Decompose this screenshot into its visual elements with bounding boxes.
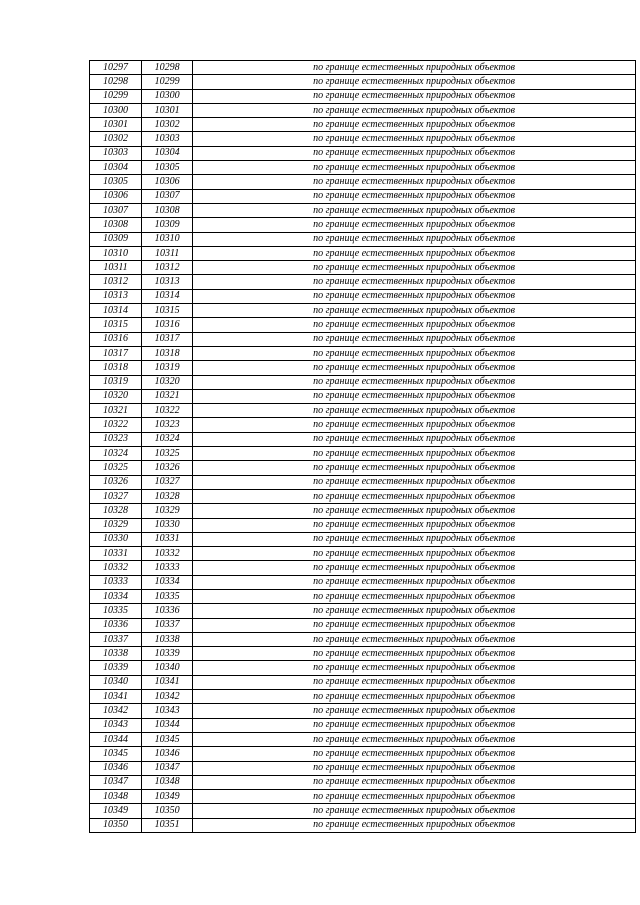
table-row [90,589,636,603]
table-row [90,604,636,618]
boundary-description-cell: по границе естественных природных объектов [193,632,636,646]
to-point-cell: 10313 [142,275,193,289]
boundary-description-cell: по границе естественных природных объектов [193,547,636,561]
boundary-description-cell: по границе естественных природных объектов [193,447,636,461]
boundary-description-cell: по границе естественных природных объектов [193,304,636,318]
boundary-description-cell: по границе естественных природных объектов [193,790,636,804]
from-point-cell: 10313 [90,289,142,303]
table-row [90,132,636,146]
table-row [90,289,636,303]
to-point-cell: 10299 [142,75,193,89]
from-point-cell: 10297 [90,61,142,75]
boundary-description-cell: по границе естественных природных объектов [193,761,636,775]
from-point-cell: 10347 [90,775,142,789]
to-point-cell: 10338 [142,632,193,646]
table-row [90,575,636,589]
table-row [90,175,636,189]
from-point-cell: 10305 [90,175,142,189]
from-point-cell: 10328 [90,504,142,518]
boundary-description-cell: по границе естественных природных объектов [193,75,636,89]
from-point-cell: 10331 [90,547,142,561]
boundary-description-cell: по границе естественных природных объектов [193,275,636,289]
boundary-description-cell: по границе естественных природных объектов [193,818,636,832]
from-point-cell: 10318 [90,361,142,375]
table-row [90,475,636,489]
table-row [90,632,636,646]
to-point-cell: 10346 [142,747,193,761]
boundary-description-cell: по границе естественных природных объектов [193,604,636,618]
table-row [90,732,636,746]
to-point-cell: 10318 [142,346,193,360]
table-row [90,461,636,475]
boundary-description-cell: по границе естественных природных объектов [193,175,636,189]
from-point-cell: 10342 [90,704,142,718]
to-point-cell: 10345 [142,732,193,746]
to-point-cell: 10300 [142,89,193,103]
table-row [90,504,636,518]
boundary-description-cell: по границе естественных природных объектов [193,747,636,761]
to-point-cell: 10305 [142,161,193,175]
from-point-cell: 10337 [90,632,142,646]
table-row [90,647,636,661]
to-point-cell: 10341 [142,675,193,689]
boundary-description-cell: по границе естественных природных объектов [193,232,636,246]
boundary-description-cell: по границе естественных природных объектов [193,432,636,446]
from-point-cell: 10323 [90,432,142,446]
to-point-cell: 10298 [142,61,193,75]
from-point-cell: 10327 [90,489,142,503]
table-row [90,375,636,389]
to-point-cell: 10336 [142,604,193,618]
table-row [90,203,636,217]
table-row [90,661,636,675]
from-point-cell: 10345 [90,747,142,761]
from-point-cell: 10330 [90,532,142,546]
boundary-description-cell: по границе естественных природных объектов [193,189,636,203]
boundary-description-cell: по границе естественных природных объектов [193,218,636,232]
from-point-cell: 10349 [90,804,142,818]
boundary-description-cell: по границе естественных природных объектов [193,489,636,503]
boundary-description-cell: по границе естественных природных объектов [193,718,636,732]
table-row [90,161,636,175]
table-row [90,218,636,232]
to-point-cell: 10301 [142,103,193,117]
boundary-description-cell: по границе естественных природных объектов [193,647,636,661]
boundary-description-cell: по границе естественных природных объектов [193,346,636,360]
table-row [90,275,636,289]
to-point-cell: 10309 [142,218,193,232]
to-point-cell: 10331 [142,532,193,546]
from-point-cell: 10350 [90,818,142,832]
boundary-description-cell: по границе естественных природных объектов [193,461,636,475]
to-point-cell: 10329 [142,504,193,518]
table-row [90,346,636,360]
to-point-cell: 10340 [142,661,193,675]
from-point-cell: 10320 [90,389,142,403]
to-point-cell: 10304 [142,146,193,160]
boundary-description-cell: по границе естественных природных объектов [193,318,636,332]
table-row [90,89,636,103]
boundary-description-cell: по границе естественных природных объектов [193,532,636,546]
table-row [90,447,636,461]
to-point-cell: 10330 [142,518,193,532]
from-point-cell: 10343 [90,718,142,732]
from-point-cell: 10341 [90,690,142,704]
to-point-cell: 10308 [142,203,193,217]
to-point-cell: 10349 [142,790,193,804]
to-point-cell: 10333 [142,561,193,575]
to-point-cell: 10312 [142,261,193,275]
boundary-description-cell: по границе естественных природных объектов [193,361,636,375]
from-point-cell: 10304 [90,161,142,175]
from-point-cell: 10299 [90,89,142,103]
boundary-description-cell: по границе естественных природных объектов [193,418,636,432]
boundary-description-cell: по границе естественных природных объектов [193,589,636,603]
to-point-cell: 10324 [142,432,193,446]
boundary-description-cell: по границе естественных природных объектов [193,203,636,217]
boundary-description-cell: по границе естественных природных объектов [193,89,636,103]
from-point-cell: 10326 [90,475,142,489]
from-point-cell: 10311 [90,261,142,275]
from-point-cell: 10319 [90,375,142,389]
to-point-cell: 10332 [142,547,193,561]
to-point-cell: 10325 [142,447,193,461]
to-point-cell: 10303 [142,132,193,146]
to-point-cell: 10323 [142,418,193,432]
from-point-cell: 10329 [90,518,142,532]
from-point-cell: 10332 [90,561,142,575]
to-point-cell: 10347 [142,761,193,775]
from-point-cell: 10306 [90,189,142,203]
from-point-cell: 10339 [90,661,142,675]
table-row [90,775,636,789]
table-row [90,489,636,503]
table-row [90,361,636,375]
from-point-cell: 10325 [90,461,142,475]
table-row [90,718,636,732]
table-row [90,61,636,75]
from-point-cell: 10312 [90,275,142,289]
boundary-description-cell: по границе естественных природных объектов [193,332,636,346]
boundary-description-cell: по границе естественных природных объектов [193,375,636,389]
boundary-description-cell: по границе естественных природных объектов [193,103,636,117]
to-point-cell: 10310 [142,232,193,246]
from-point-cell: 10317 [90,346,142,360]
table-row [90,389,636,403]
table-row [90,618,636,632]
to-point-cell: 10343 [142,704,193,718]
from-point-cell: 10298 [90,75,142,89]
boundary-description-cell: по границе естественных природных объектов [193,690,636,704]
to-point-cell: 10339 [142,647,193,661]
boundary-description-cell: по границе естественных природных объектов [193,146,636,160]
table-row [90,532,636,546]
from-point-cell: 10321 [90,404,142,418]
boundary-description-cell: по границе естественных природных объектов [193,118,636,132]
to-point-cell: 10307 [142,189,193,203]
from-point-cell: 10335 [90,604,142,618]
to-point-cell: 10351 [142,818,193,832]
boundary-description-cell: по границе естественных природных объектов [193,732,636,746]
to-point-cell: 10337 [142,618,193,632]
table-row [90,146,636,160]
boundary-description-cell: по границе естественных природных объектов [193,161,636,175]
from-point-cell: 10322 [90,418,142,432]
table-row [90,675,636,689]
to-point-cell: 10314 [142,289,193,303]
table-row [90,747,636,761]
table-row [90,704,636,718]
boundary-description-cell: по границе естественных природных объектов [193,704,636,718]
table-row [90,189,636,203]
table-row [90,75,636,89]
to-point-cell: 10306 [142,175,193,189]
from-point-cell: 10348 [90,790,142,804]
table-row [90,332,636,346]
from-point-cell: 10340 [90,675,142,689]
boundary-description-cell: по границе естественных природных объектов [193,404,636,418]
from-point-cell: 10346 [90,761,142,775]
table-row [90,790,636,804]
boundary-description-cell: по границе естественных природных объектов [193,618,636,632]
table-row [90,232,636,246]
from-point-cell: 10310 [90,246,142,260]
from-point-cell: 10309 [90,232,142,246]
to-point-cell: 10320 [142,375,193,389]
to-point-cell: 10350 [142,804,193,818]
boundary-description-cell: по границе естественных природных объектов [193,475,636,489]
boundary-description-cell: по границе естественных природных объектов [193,661,636,675]
from-point-cell: 10307 [90,203,142,217]
table-row [90,690,636,704]
table-row [90,818,636,832]
table-body [90,61,636,833]
table-row [90,318,636,332]
table-row [90,561,636,575]
from-point-cell: 10315 [90,318,142,332]
boundary-description-cell: по границе естественных природных объектов [193,261,636,275]
to-point-cell: 10311 [142,246,193,260]
boundary-description-cell: по границе естественных природных объектов [193,804,636,818]
table-row [90,761,636,775]
from-point-cell: 10302 [90,132,142,146]
from-point-cell: 10344 [90,732,142,746]
from-point-cell: 10308 [90,218,142,232]
table-row [90,246,636,260]
boundary-description-cell: по границе естественных природных объектов [193,132,636,146]
from-point-cell: 10338 [90,647,142,661]
from-point-cell: 10314 [90,304,142,318]
from-point-cell: 10303 [90,146,142,160]
boundary-description-cell: по границе естественных природных объектов [193,518,636,532]
boundary-description-cell: по границе естественных природных объектов [193,575,636,589]
to-point-cell: 10335 [142,589,193,603]
to-point-cell: 10328 [142,489,193,503]
table-row [90,103,636,117]
boundary-description-cell: по границе естественных природных объектов [193,246,636,260]
from-point-cell: 10301 [90,118,142,132]
to-point-cell: 10342 [142,690,193,704]
from-point-cell: 10300 [90,103,142,117]
to-point-cell: 10316 [142,318,193,332]
boundary-description-cell: по границе естественных природных объектов [193,561,636,575]
to-point-cell: 10302 [142,118,193,132]
from-point-cell: 10316 [90,332,142,346]
to-point-cell: 10326 [142,461,193,475]
from-point-cell: 10334 [90,589,142,603]
from-point-cell: 10333 [90,575,142,589]
table-row [90,518,636,532]
boundary-description-cell: по границе естественных природных объектов [193,504,636,518]
to-point-cell: 10319 [142,361,193,375]
boundary-description-cell: по границе естественных природных объектов [193,775,636,789]
boundary-points-table [89,60,636,833]
table-row [90,304,636,318]
boundary-description-cell: по границе естественных природных объектов [193,389,636,403]
from-point-cell: 10336 [90,618,142,632]
boundary-description-cell: по границе естественных природных объектов [193,289,636,303]
table-row [90,118,636,132]
table-row [90,261,636,275]
to-point-cell: 10315 [142,304,193,318]
boundary-description-cell: по границе естественных природных объектов [193,61,636,75]
to-point-cell: 10344 [142,718,193,732]
table-row [90,432,636,446]
to-point-cell: 10327 [142,475,193,489]
table-row [90,404,636,418]
table-row [90,547,636,561]
from-point-cell: 10324 [90,447,142,461]
to-point-cell: 10348 [142,775,193,789]
to-point-cell: 10322 [142,404,193,418]
boundary-description-cell: по границе естественных природных объектов [193,675,636,689]
table-row [90,418,636,432]
to-point-cell: 10334 [142,575,193,589]
table-row [90,804,636,818]
to-point-cell: 10321 [142,389,193,403]
to-point-cell: 10317 [142,332,193,346]
